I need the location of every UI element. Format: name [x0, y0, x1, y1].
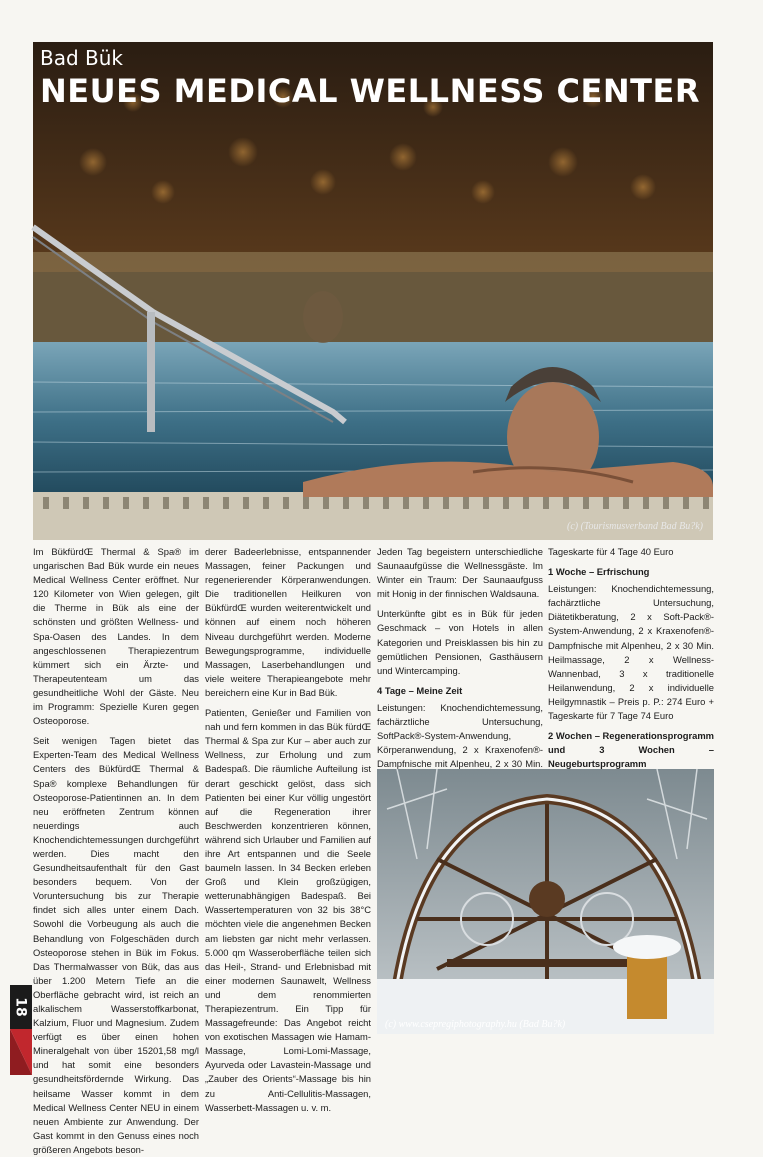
offer-heading: 1 Woche – Erfrischung [548, 566, 650, 578]
page-title: NEUES MEDICAL WELLNESS CENTER [40, 72, 700, 110]
snow-photo-illustration [377, 769, 714, 1034]
paragraph: derer Badeerlebnisse, entspannender Massagen, feiner Packungen und regenerierender Körperanwendungen. Die traditionellen Heilkuren von BükfürdŒ wurden weiterentwickelt und können auf einem noch höheren Niveau durchgeführt werden. Moderne Bewegungsprogramme, individuelle Massagen, Laserbehandlungen und viele weitere Therapieangebote mehr bereichern eine Kur in Bad Bük. [205, 546, 371, 698]
article-column-4 [548, 545, 715, 770]
paragraph: Tageskarte für 4 Tage 40 Euro [548, 546, 674, 557]
hero-image [33, 42, 713, 540]
paragraph: Im BükfürdŒ Thermal & Spa® im ungarischen Bad Bük wurde ein neues Medical Wellness Center eröffnet. Nur 120 Kilometer von Wien gelegen, gilt die Therme in Bük als eine der schönsten und größten Wellness- und Spa-Oasen des Landes. In dem angeschlossenen Therapiezentrum kümmert sich ein Ärzte- und Therapeutenteam um das gesundheitliche Wohl der Gäste. Neu im Programm: Spezielle Kuren gegen Osteoporose. [33, 546, 199, 727]
page-number-text: 18 [12, 997, 29, 1017]
paragraph: Patienten, Genießer und Familien von nah und fern kommen in das Bük fürdŒ Thermal & Spa zur Kur – aber auch zur Wellness, zur Erholung und zum Badespaß. Die räumliche Aufteilung ist derart geschickt gelöst, dass sich Patienten bei einer Kur völlig ungestört auf die Regeneration ihrer Beschwerden konzentrieren können, während sich Urlauber und Familien auf ihre Art entspannen und die Seele baumeln lassen. In 34 Becken erleben Groß und Klein großzügigen, wetterunabhängigen Badespaß. Bei Wassertemperaturen von 32 bis 38°C möchten viele die angenehmen Becken am liebsten gar nicht mehr verlassen. 5.000 qm Wasseroberfläche teilen sich das Heil-, Strand- und Erlebnisbad mit einer modernen Saunawelt, Wellness und dem renommierten Therapiezentrum. Ein Tipp für Massagefreunde: Das Angebot reicht von exotischen Massagen wie Hamam-Massage, Lomi-Lomi-Massage, Ayurveda oder Lavastein-Massage und „Zauber des Orients“-Massage bis hin zu Anti-Cellulitis-Massagen, Wasserbett-Massagen u. v. m. [205, 707, 371, 1113]
hero-photo-credit: (c) (Tourismusverband Bad Bu?k) [566, 521, 703, 532]
offer-heading: 2 Wochen – Regenerationsprogramm und 3 Wochen – Neugeburtsprogramm [548, 730, 715, 770]
paragraph: Unterkünfte gibt es in Bük für jeden Geschmack – von Hotels in allen Kategorien und Preisklassen bis hin zu gemütlichen Pensionen, Gasthäusern und Wintercamping. [377, 608, 543, 676]
paragraph: Seit wenigen Tagen bietet das Experten-Team des Medical Wellness Centers des BükfürdŒ Thermal & Spa® komplexe Behandlungen für Osteoporose-Patientinnen an. In dem neu eröffneten Zentrum können neuerdings auch Knochendichtemessungen durchgeführt werden. Dies macht den Gesundheitsaufenthalt für den Gast besonders bequem. Von der Voruntersuchung bis zur Therapie findet sich alles unter einem Dach. Sowohl die Vorbeugung als auch die Behandlung von Folgeschäden durch Osteoporose stehen in Bük im Fokus. Das Thermalwasser von Bük, das aus über 1.200 Metern Tiefe an die Oberfläche gebracht wird, ist reich an alkalischem Wasserstoffkarbonat, Kalzium, Fluor und Magnesium. Zudem verfügt es über einen hohen Mineralgehalt von über 15201,58 mg/l und hat somit eine besonders gesundheitsfördernde Wirkung. Das heilsame Wasser kommt in dem Medical Wellness Center NEU in einem neuen Ambiente zur Anwendung. Der Gast kommt in den Genuss eines noch größeren Angebots beson- [33, 735, 199, 1155]
article-column-3 [377, 545, 543, 770]
article-column-2 [205, 545, 371, 1113]
hero-photo-illustration [33, 42, 713, 540]
page-number-tab [10, 985, 32, 1075]
snow-photo [377, 769, 714, 1034]
article-column-1 [33, 545, 199, 1155]
page-number [10, 985, 32, 1029]
paragraph: Jeden Tag begeistern unterschiedliche Saunaaufgüsse die Wellnessgäste. Im Winter ein Traum: Der Saunaaufguss mit Honig in der finnischen Waldsauna. [377, 546, 543, 600]
snow-photo-credit: (c) www.csepregiphotography.hu (Bad Bu?k) [385, 1019, 566, 1030]
hero-kicker: Bad Bük [40, 46, 124, 70]
offer-heading: 4 Tage – Meine Zeit [377, 684, 463, 696]
page-tab-accent [10, 1029, 32, 1075]
paragraph: Leistungen: Knochendichtemessung, fachärztliche Untersuchung, Diätetikberatung, 2 x Soft-Pack®-System-Anwendung, 2 x Kraxenofen®-Dampfnische mit Alpenheu, 2 x 30 Min. Heilmassage, 2 x Wellness-Wannenbad, 3 x traditionelle Heilanwendung, 2 x individuelle Heilgymnastik – Preis p. P.: 274 Euro + Tageskarte für 7 Tage 74 Euro [548, 583, 714, 722]
paragraph: Leistungen: Knochendichtemessung, fachärztliche Untersuchung, SoftPack®-System-Anwendung, Körperanwendung, 2 x Kraxenofen®-Dampfnische mit Alpenheu, 2 x 30 Min. [377, 701, 543, 770]
